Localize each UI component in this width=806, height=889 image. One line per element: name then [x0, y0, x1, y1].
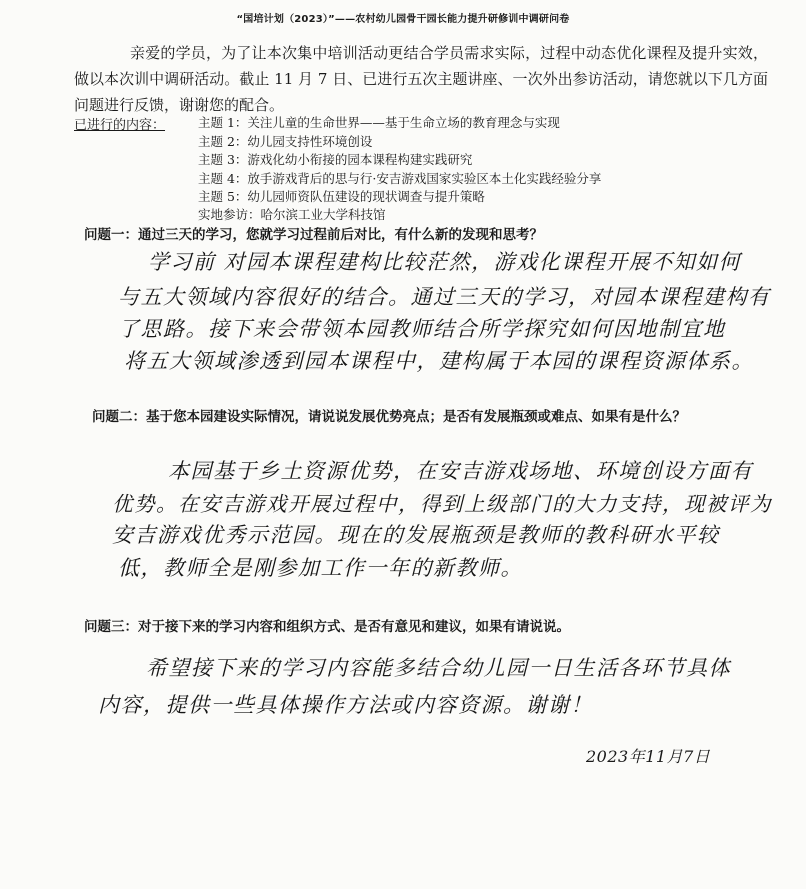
topic-list — [198, 114, 601, 207]
signature-date: 2023年11月7日 — [586, 747, 711, 766]
answer-two-line: 低，教师全是刚参加工作一年的新教师。 — [118, 556, 523, 580]
document-title: “国培计划（2023）”——农村幼儿园骨干园长能力提升研修训中调研问卷 — [236, 14, 570, 25]
question-one: 问题一：通过三天的学习，您就学习过程前后对比，有什么新的发现和思考？ — [84, 227, 543, 243]
question-three: 问题三：对于接下来的学习内容和组织方式、是否有意见和建议，如果有请说说。 — [84, 619, 570, 635]
answer-two-line: 本园基于乡土资源优势，在安吉游戏场地、环境创设方面有 — [168, 459, 753, 483]
topic-item: 主题 3：游戏化幼小衔接的园本课程构建实践研究 — [198, 152, 473, 167]
answer-one-line: 与五大领域内容很好的结合。通过三天的学习，对园本课程建构有 — [118, 285, 771, 309]
completed-content-label: 已进行的内容： — [74, 118, 166, 133]
topic-item: 主题 4：放手游戏背后的思与行·安吉游戏国家实验区本土化实践经验分享 — [198, 170, 602, 186]
site-visit-item: 实地参访：哈尔滨工业大学科技馆 — [198, 207, 386, 222]
answer-three-line: 内容，提供一些具体操作方法或内容资源。谢谢！ — [98, 693, 593, 717]
answer-three-line: 希望接下来的学习内容能多结合幼儿园一日生活各环节具体 — [146, 656, 731, 680]
question-two: 问题二：基于您本园建设实际情况，请说说发展优势亮点；是否有发展瓶颈或难点、如果有是什么？ — [92, 409, 686, 425]
answer-one-line: 了思路。接下来会带领本园教师结合所学探究如何因地制宜地 — [118, 317, 726, 341]
topic-item: 主题 5：幼儿园师资队伍建设的现状调查与提升策略 — [198, 189, 485, 204]
answer-one-line: 将五大领域渗透到园本课程中，建构属于本园的课程资源体系。 — [124, 349, 754, 373]
topic-item: 主题 1：关注儿童的生命世界——基于生命立场的教育理念与实现 — [198, 115, 560, 130]
intro-paragraph: 亲爱的学员，为了让本次集中培训活动更结合学员需求实际，过程中动态优化课程及提升实效，做以本次训中调研活动。截止 11 月 7 日、已进行五次主题讲座、一次外出参访活动，请您就以下几方面问题进行反馈，谢谢您的配合。 — [74, 44, 768, 114]
topic-item: 主题 2：幼儿园支持性环境创设 — [198, 133, 373, 149]
answer-one-line: 学习前 对园本课程建构比较茫然，游戏化课程开展不知如何 — [148, 250, 742, 274]
answer-two-line: 安吉游戏优秀示范园。现在的发展瓶颈是教师的教科研水平较 — [112, 523, 720, 547]
answer-two-line: 优势。在安吉游戏开展过程中，得到上级部门的大力支持，现被评为 — [112, 492, 772, 516]
